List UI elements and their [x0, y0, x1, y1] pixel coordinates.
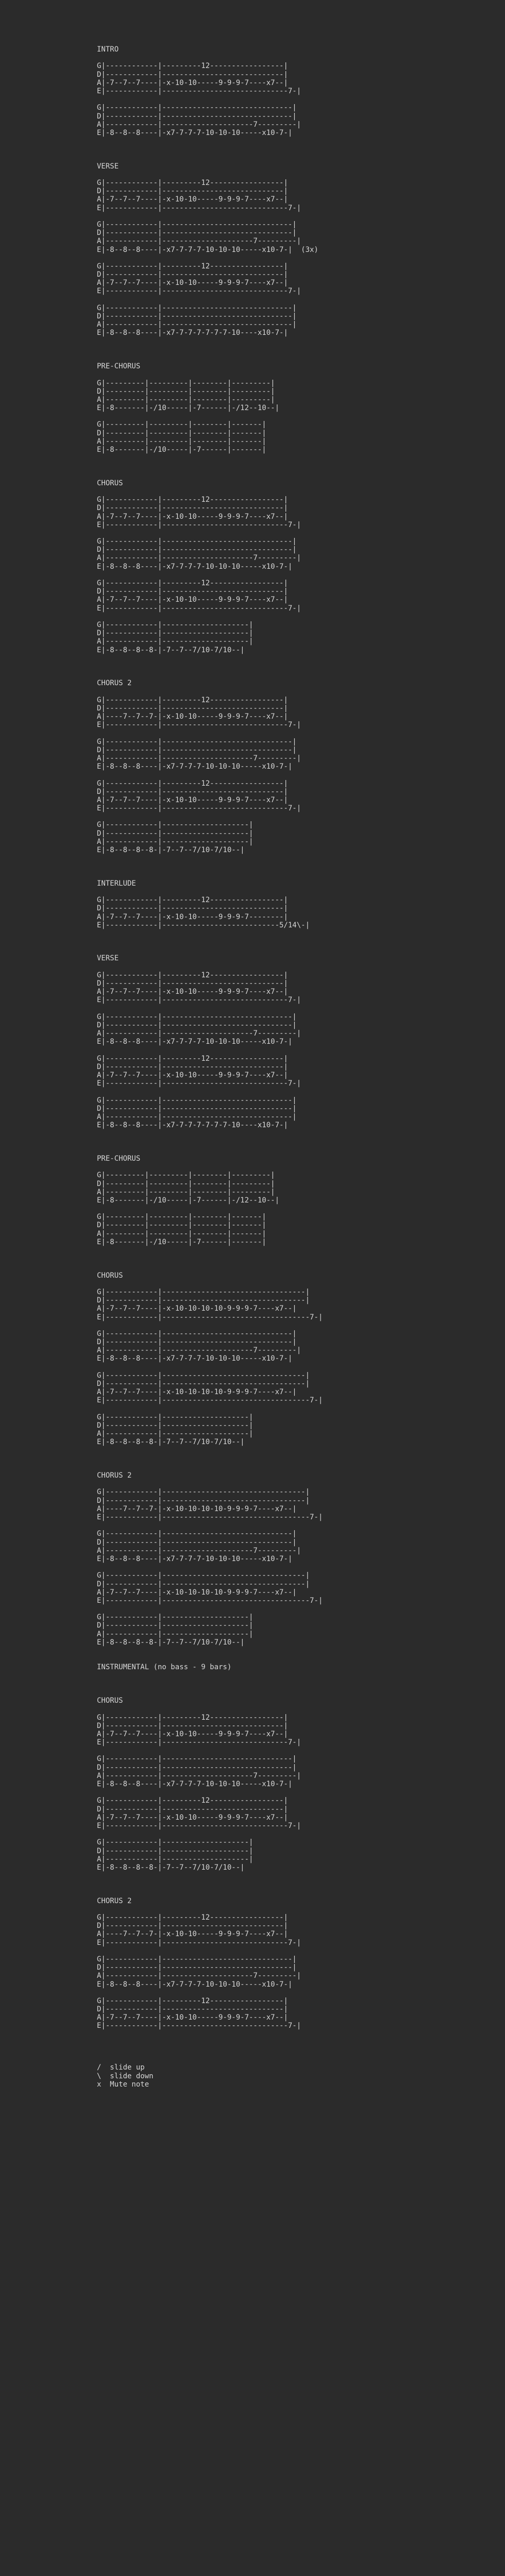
staff-string-line: E|-8-------|-/10-----|-7------|-------|: [97, 1238, 266, 1246]
staff-string-line: D|------------|------------------------------|: [97, 1021, 297, 1029]
staff-string-line: D|------------|----------------------------|: [97, 904, 288, 913]
staff-string-line: A|-7--7--7----|-x-10-10-10-10-9-9-9-7----x7--|: [97, 1588, 297, 1597]
staff-string-line: D|------------|----------------------------|: [97, 587, 288, 596]
staff-string-line: G|------------|------------------------------|: [97, 220, 297, 229]
staff-string-line: A|---------|---------|--------|---------|: [97, 1188, 275, 1196]
staff-string-line: D|------------|---------------------------------|: [97, 1296, 310, 1305]
staff-string-line: A|-7--7--7----|-x-10-10-----9-9-9-7----x7--|: [97, 1813, 288, 1822]
staff-string-line: D|------------|----------------------------|: [97, 1805, 288, 1814]
staff-string-line: D|------------|--------------------|: [97, 1621, 254, 1630]
staff-string-line: A|------------|---------------------7---------|: [97, 1546, 301, 1555]
blank-line: [97, 1205, 505, 1213]
staff-string-line: A|------------|---------------------7---------|: [97, 120, 301, 129]
blank-line: [97, 946, 505, 954]
staff-string-line: A|------------|------------------------------|: [97, 1113, 297, 1121]
staff-string-line: A|-7--7--7----|-x-10-10-----9-9-9-7----x7--|: [97, 1730, 288, 1738]
blank-line: [97, 370, 505, 379]
blank-line: [97, 154, 505, 162]
tab-staff: [97, 579, 505, 613]
staff-string-line: A|------------|---------------------7---------|: [97, 1029, 301, 1038]
staff-string-line: D|------------|----------------------------|: [97, 270, 288, 279]
staff-string-line: G|------------|---------------------------------|: [97, 1571, 310, 1580]
staff-string-line: E|------------|-----------------------------7-|: [97, 1821, 301, 1830]
staff-string-line: D|------------|----------------------------|: [97, 2005, 288, 2014]
staff-string-line: D|---------|---------|--------|-------|: [97, 429, 266, 437]
blank-line: [97, 212, 505, 221]
staff-string-line: D|------------|------------------------------|: [97, 1963, 297, 1972]
blank-line: [97, 613, 505, 621]
blank-line: [97, 1255, 505, 1263]
staff-string-line: A|------------|---------------------7---------|: [97, 554, 301, 563]
blank-line: [97, 663, 505, 671]
blank-line: [97, 1263, 505, 1271]
blank-line: [97, 412, 505, 420]
blank-line: [97, 862, 505, 871]
blank-line: [97, 1480, 505, 1488]
staff-string-line: E|------------|-----------------------------7-|: [97, 1738, 301, 1747]
tab-staff: [97, 1488, 505, 1521]
staff-string-line: E|-8-------|-/10-----|-7------|-------|: [97, 446, 266, 454]
staff-string-line: E|------------|-----------------------------7-|: [97, 287, 301, 296]
blank-line: [97, 487, 505, 496]
staff-string-line: G|------------|---------12-----------------|: [97, 179, 288, 187]
staff-string-line: E|-8--8--8----|-x7-7-7-7-10-10-10-----x10-7-| (3x): [97, 245, 318, 254]
blank-line: [97, 571, 505, 579]
staff-string-line: A|------------|---------------------7---------|: [97, 237, 301, 246]
staff-string-line: E|-8--8--8--8-|-7--7--7/10-7/10--|: [97, 1638, 245, 1647]
staff-string-line: D|------------|------------------------------|: [97, 112, 297, 121]
staff-string-line: A|---------|---------|--------|-------|: [97, 437, 266, 446]
staff-string-line: A|------------|--------------------|: [97, 837, 254, 846]
tab-staff: [97, 1055, 505, 1088]
staff-string-line: G|------------|------------------------------|: [97, 1012, 297, 1021]
staff-string-line: G|------------|--------------------|: [97, 620, 254, 629]
staff-string-line: E|-8--8--8----|-x7-7-7-7-10-10-10-----x10-7-|: [97, 762, 293, 771]
section-heading: VERSE: [97, 954, 119, 963]
blank-line: [97, 1146, 505, 1155]
tab-staff: [97, 1613, 505, 1647]
tab-staff: [97, 1755, 505, 1788]
staff-string-line: G|------------|---------------------------------|: [97, 1488, 310, 1497]
tab-staff: [97, 738, 505, 771]
staff-string-line: G|------------|---------12-----------------|: [97, 1913, 288, 1922]
staff-string-line: D|------------|------------------------------|: [97, 1338, 297, 1347]
blank-line: [97, 1088, 505, 1096]
staff-string-line: A|-7--7--7----|-x-10-10-----9-9-9-7----x7--|: [97, 2013, 288, 2022]
staff-string-line: G|------------|---------12-----------------|: [97, 696, 288, 704]
blank-line: [97, 529, 505, 537]
staff-string-line: A|----7--7--7-|-x-10-10-10-10-9-9-9-7----x7--|: [97, 1504, 297, 1513]
staff-string-line: E|-8--8--8----|-x7-7-7-7-10-10-10-----x10-7-|: [97, 128, 293, 137]
staff-string-line: A|-7--7--7----|-x-10-10-----9-9-9-7--------|: [97, 912, 288, 921]
staff-string-line: A|------------|--------------------|: [97, 637, 254, 646]
staff-string-line: D|------------|------------------------------|: [97, 312, 297, 320]
tab-staff: [97, 1913, 505, 1947]
staff-string-line: E|------------|-----------------------------7-|: [97, 204, 301, 212]
staff-string-line: E|-8--8--8----|-x7-7-7-7-10-10-10-----x10-7-|: [97, 1038, 293, 1046]
blank-line: [97, 1246, 505, 1255]
section-heading: CHORUS 2: [97, 679, 132, 688]
staff-string-line: G|------------|------------------------------|: [97, 1530, 297, 1538]
tab-staff: [97, 537, 505, 571]
blank-line: [97, 1688, 505, 1697]
blank-line: [97, 462, 505, 470]
staff-string-line: D|------------|----------------------------|: [97, 1922, 288, 1930]
staff-string-line: E|------------|-----------------------------7-|: [97, 996, 301, 1005]
tab-staff: [97, 262, 505, 296]
staff-string-line: A|-7--7--7----|-x-10-10-----9-9-9-7----x7--|: [97, 988, 288, 996]
staff-string-line: A|-7--7--7----|-x-10-10-10-10-9-9-9-7----x7--|: [97, 1304, 297, 1313]
staff-string-line: E|-8--8--8----|-x7-7-7-7-10-10-10-----x10-7-|: [97, 1354, 293, 1363]
staff-string-line: G|------------|---------12-----------------|: [97, 971, 288, 979]
blank-line: [97, 654, 505, 663]
tab-staff: [97, 1571, 505, 1605]
section-heading: INTRO: [97, 45, 119, 54]
staff-string-line: G|------------|---------12-----------------|: [97, 896, 288, 905]
section-heading: CHORUS 2: [97, 1471, 132, 1480]
blank-line: [97, 2047, 505, 2055]
staff-string-line: E|-8--8--8----|-x7-7-7-7-10-10-10-----x10-7-|: [97, 1780, 293, 1788]
section-heading: INSTRUMENTAL (no bass - 9 bars): [97, 1663, 232, 1672]
blank-line: [97, 854, 505, 862]
staff-string-line: A|-7--7--7----|-x-10-10-----9-9-9-7----x7--|: [97, 596, 288, 604]
staff-string-line: G|------------|---------12-----------------|: [97, 1797, 288, 1805]
blank-line: [97, 1947, 505, 1955]
blank-line: [97, 888, 505, 896]
staff-string-line: D|------------|------------------------------|: [97, 745, 297, 754]
staff-string-line: A|-7--7--7----|-x-10-10-----9-9-9-7----x7--|: [97, 512, 288, 521]
staff-string-line: A|-7--7--7----|-x-10-10-----9-9-9-7----x7--|: [97, 195, 288, 204]
legend-line: \ slide down: [97, 2072, 154, 2080]
staff-string-line: A|------------|------------------------------|: [97, 320, 297, 329]
staff-string-line: A|-7--7--7----|-x-10-10-----9-9-9-7----x7--|: [97, 78, 288, 87]
tab-staff: [97, 496, 505, 529]
blank-line: [97, 1672, 505, 1680]
blank-line: [97, 771, 505, 779]
blank-line: [97, 1463, 505, 1471]
staff-string-line: A|------------|--------------------|: [97, 1430, 254, 1438]
staff-string-line: E|------------|-----------------------------7-|: [97, 721, 301, 730]
staff-string-line: D|------------|----------------------------|: [97, 187, 288, 196]
blank-line: [97, 938, 505, 946]
staff-string-line: G|---------|---------|--------|-------|: [97, 1213, 266, 1222]
staff-string-line: D|------------|------------------------------|: [97, 1763, 297, 1772]
staff-string-line: D|------------|---------------------------------|: [97, 1496, 310, 1505]
staff-string-line: D|------------|----------------------------|: [97, 704, 288, 713]
blank-line: [97, 1163, 505, 1171]
staff-string-line: E|-8--8--8----|-x7-7-7-7-10-10-10-----x10-7-|: [97, 1554, 293, 1563]
staff-string-line: G|------------|---------12-----------------|: [97, 1713, 288, 1722]
blank-line: [97, 454, 505, 462]
blank-line: [97, 1447, 505, 1455]
staff-string-line: D|------------|------------------------------|: [97, 229, 297, 238]
blank-line: [97, 1138, 505, 1146]
blank-line: [97, 1363, 505, 1371]
staff-string-line: D|---------|---------|--------|-------|: [97, 1221, 266, 1230]
blank-line: [97, 1788, 505, 1797]
staff-string-line: E|------------|---------------------------5/14\-|: [97, 921, 310, 929]
blank-line: [97, 137, 505, 145]
staff-string-line: G|------------|------------------------------|: [97, 737, 297, 746]
staff-string-line: E|-8--8--8--8-|-7--7--7/10-7/10--|: [97, 1863, 245, 1872]
blank-line: [97, 1405, 505, 1413]
blank-line: [97, 871, 505, 879]
staff-string-line: G|------------|------------------------------|: [97, 1096, 297, 1105]
staff-string-line: E|------------|-----------------------------7-|: [97, 87, 301, 95]
blank-line: [97, 2030, 505, 2039]
staff-string-line: A|------------|---------------------7---------|: [97, 1972, 301, 1980]
staff-string-line: D|------------|----------------------------|: [97, 1721, 288, 1730]
staff-string-line: E|-8--8--8----|-x7-7-7-7-10-10-10-----x10-7-|: [97, 562, 293, 571]
blank-line: [97, 1321, 505, 1330]
blank-line: [97, 729, 505, 737]
tab-staff: [97, 1288, 505, 1321]
tab-staff: [97, 821, 505, 854]
staff-string-line: G|------------|------------------------------|: [97, 1955, 297, 1963]
staff-string-line: A|------------|---------------------7---------|: [97, 1346, 301, 1355]
tab-staff: [97, 304, 505, 337]
blank-line: [97, 1747, 505, 1755]
staff-string-line: D|------------|----------------------------|: [97, 1062, 288, 1071]
staff-string-line: A|-7--7--7----|-x-10-10-----9-9-9-7----x7--|: [97, 1071, 288, 1080]
staff-string-line: A|------------|---------------------7---------|: [97, 754, 301, 762]
staff-string-line: E|------------|-----------------------------7-|: [97, 2022, 301, 2030]
section-heading: CHORUS: [97, 1271, 123, 1280]
staff-string-line: E|------------|-----------------------------7-|: [97, 520, 301, 529]
staff-string-line: G|------------|--------------------|: [97, 1838, 254, 1847]
staff-string-line: E|------------|-----------------------------7-|: [97, 1938, 301, 1947]
tab-staff: [97, 1838, 505, 1872]
staff-string-line: E|------------|----------------------------------7-|: [97, 1396, 323, 1405]
blank-line: [97, 1521, 505, 1530]
staff-string-line: G|------------|---------12-----------------|: [97, 262, 288, 270]
blank-line: [97, 471, 505, 479]
staff-string-line: D|------------|----------------------------|: [97, 979, 288, 988]
tab-staff: [97, 1714, 505, 1747]
blank-line: [97, 929, 505, 938]
staff-string-line: D|------------|------------------------------|: [97, 546, 297, 554]
blank-line: [97, 2055, 505, 2063]
tab-staff: [97, 1371, 505, 1405]
tab-staff: [97, 221, 505, 254]
tab-staff: [97, 104, 505, 137]
staff-string-line: G|------------|---------12-----------------|: [97, 579, 288, 587]
tab-staff: [97, 1013, 505, 1046]
staff-string-line: G|------------|---------12-----------------|: [97, 496, 288, 504]
staff-string-line: A|----7--7--7-|-x-10-10-----9-9-9-7----x7--|: [97, 713, 288, 721]
blank-line: [97, 1563, 505, 1571]
staff-string-line: G|------------|---------12-----------------|: [97, 1054, 288, 1063]
staff-string-line: D|---------|---------|--------|---------|: [97, 1179, 275, 1188]
staff-string-line: G|------------|---------12-----------------|: [97, 779, 288, 788]
blank-line: [97, 171, 505, 179]
staff-string-line: D|------------|--------------------|: [97, 1421, 254, 1430]
tab-staff: [97, 779, 505, 813]
staff-string-line: G|------------|---------12-----------------|: [97, 1996, 288, 2005]
staff-string-line: G|------------|------------------------------|: [97, 1329, 297, 1338]
tab-staff: [97, 1955, 505, 1989]
staff-string-line: A|-7--7--7----|-x-10-10-10-10-9-9-9-7----x7--|: [97, 1388, 297, 1397]
tab-staff: [97, 420, 505, 454]
staff-string-line: A|------------|--------------------|: [97, 1630, 254, 1638]
blank-line: [97, 1872, 505, 1880]
section-heading: PRE-CHORUS: [97, 1154, 141, 1163]
staff-string-line: D|------------|---------------------------------|: [97, 1580, 310, 1588]
staff-string-line: A|---------|---------|--------|---------|: [97, 395, 275, 404]
tab-staff: [97, 1530, 505, 1563]
staff-string-line: D|------------|---------------------------------|: [97, 1380, 310, 1388]
staff-string-line: G|---------|---------|--------|---------|: [97, 1171, 275, 1180]
blank-line: [97, 1905, 505, 1913]
staff-string-line: A|------------|--------------------|: [97, 1855, 254, 1863]
blank-line: [97, 1647, 505, 1655]
staff-string-line: G|------------|--------------------|: [97, 1413, 254, 1421]
blank-line: [97, 254, 505, 262]
staff-string-line: E|-8-------|-/10-----|-7------|-/12--10--|: [97, 404, 280, 413]
blank-line: [97, 963, 505, 971]
section-heading: PRE-CHORUS: [97, 362, 141, 371]
staff-string-line: A|-7--7--7----|-x-10-10-----9-9-9-7----x7--|: [97, 795, 288, 804]
blank-line: [97, 1830, 505, 1838]
staff-string-line: D|------------|----------------------------|: [97, 504, 288, 513]
staff-string-line: D|------------|----------------------------|: [97, 70, 288, 79]
blank-line: [97, 1605, 505, 1613]
section-heading: CHORUS: [97, 479, 123, 487]
staff-string-line: G|------------|--------------------|: [97, 821, 254, 829]
blank-line: [97, 812, 505, 821]
staff-string-line: E|-8-------|-/10-----|-7------|-/12--10--|: [97, 1196, 280, 1205]
staff-string-line: A|------------|---------------------7---------|: [97, 1771, 301, 1780]
section-heading: VERSE: [97, 162, 119, 171]
staff-string-line: G|---------|---------|--------|---------|: [97, 379, 275, 387]
staff-string-line: E|------------|-----------------------------7-|: [97, 604, 301, 613]
blank-line: [97, 1880, 505, 1888]
staff-string-line: D|------------|----------------------------|: [97, 787, 288, 796]
blank-line: [97, 1005, 505, 1013]
blank-line: [97, 1655, 505, 1663]
blank-line: [97, 1989, 505, 1997]
blank-line: [97, 1046, 505, 1055]
tab-staff: [97, 1797, 505, 1830]
staff-string-line: G|------------|------------------------------|: [97, 104, 297, 112]
blank-line: [97, 2039, 505, 2047]
staff-string-line: E|------------|-----------------------------7-|: [97, 1079, 301, 1088]
staff-string-line: A|-7--7--7----|-x-10-10-----9-9-9-7----x7--|: [97, 279, 288, 287]
blank-line: [97, 145, 505, 154]
staff-string-line: D|------------|--------------------|: [97, 629, 254, 638]
staff-string-line: E|-8--8--8--8-|-7--7--7/10-7/10--|: [97, 646, 245, 654]
tab-staff: [97, 1997, 505, 2030]
blank-line: [97, 296, 505, 304]
tab-content: [97, 45, 505, 2089]
staff-string-line: E|------------|-----------------------------7-|: [97, 804, 301, 813]
staff-string-line: E|-8--8--8----|-x7-7-7-7-7-7-7-10----x10-7-|: [97, 329, 288, 337]
tab-staff: [97, 696, 505, 730]
staff-string-line: G|------------|---------------------------------|: [97, 1287, 310, 1296]
staff-string-line: G|------------|------------------------------|: [97, 303, 297, 312]
tab-staff: [97, 379, 505, 413]
section-heading: CHORUS: [97, 1697, 123, 1705]
staff-string-line: D|---------|---------|--------|---------|: [97, 387, 275, 396]
blank-line: [97, 95, 505, 104]
staff-string-line: A|----7--7--7-|-x-10-10-----9-9-9-7----x7--|: [97, 1930, 288, 1939]
staff-string-line: E|------------|----------------------------------7-|: [97, 1513, 323, 1521]
blank-line: [97, 54, 505, 62]
staff-string-line: D|------------|------------------------------|: [97, 1104, 297, 1113]
staff-string-line: G|------------|------------------------------|: [97, 537, 297, 546]
staff-string-line: D|------------|--------------------|: [97, 1846, 254, 1855]
blank-line: [97, 354, 505, 362]
staff-string-line: A|---------|---------|--------|-------|: [97, 1229, 266, 1238]
section-heading: INTERLUDE: [97, 879, 136, 888]
blank-line: [97, 1888, 505, 1896]
staff-string-line: G|------------|---------------------------------|: [97, 1371, 310, 1380]
staff-string-line: E|-8--8--8----|-x7-7-7-7-7-7-7-10----x10-7-|: [97, 1121, 288, 1130]
staff-string-line: E|-8--8--8----|-x7-7-7-7-10-10-10-----x10-7-|: [97, 1980, 293, 1989]
staff-string-line: D|------------|--------------------|: [97, 829, 254, 838]
tab-staff: [97, 1213, 505, 1246]
blank-line: [97, 1680, 505, 1688]
blank-line: [97, 1705, 505, 1713]
blank-line: [97, 337, 505, 346]
staff-string-line: G|---------|---------|--------|-------|: [97, 420, 266, 429]
tab-staff: [97, 621, 505, 654]
tab-staff: [97, 971, 505, 1005]
blank-line: [97, 1280, 505, 1288]
tab-staff: [97, 1413, 505, 1447]
tab-staff: [97, 896, 505, 929]
legend-line: / slide up: [97, 2063, 145, 2072]
blank-line: [97, 1455, 505, 1463]
tab-staff: [97, 179, 505, 212]
tab-staff: [97, 1096, 505, 1130]
blank-line: [97, 671, 505, 679]
tab-staff: [97, 62, 505, 95]
staff-string-line: E|------------|----------------------------------7-|: [97, 1596, 323, 1605]
staff-string-line: E|-8--8--8--8-|-7--7--7/10-7/10--|: [97, 1438, 245, 1447]
staff-string-line: G|------------|---------12-----------------|: [97, 62, 288, 71]
blank-line: [97, 1129, 505, 1138]
staff-string-line: G|------------|------------------------------|: [97, 1755, 297, 1764]
legend-line: x Mute note: [97, 2080, 149, 2089]
blank-line: [97, 346, 505, 354]
staff-string-line: E|-8--8--8--8-|-7--7--7/10-7/10--|: [97, 846, 245, 854]
staff-string-line: E|------------|----------------------------------7-|: [97, 1313, 323, 1321]
staff-string-line: G|------------|--------------------|: [97, 1613, 254, 1622]
tab-staff: [97, 1330, 505, 1363]
tab-staff: [97, 1171, 505, 1205]
staff-string-line: D|------------|------------------------------|: [97, 1538, 297, 1547]
blank-line: [97, 687, 505, 696]
section-heading: CHORUS 2: [97, 1896, 132, 1905]
